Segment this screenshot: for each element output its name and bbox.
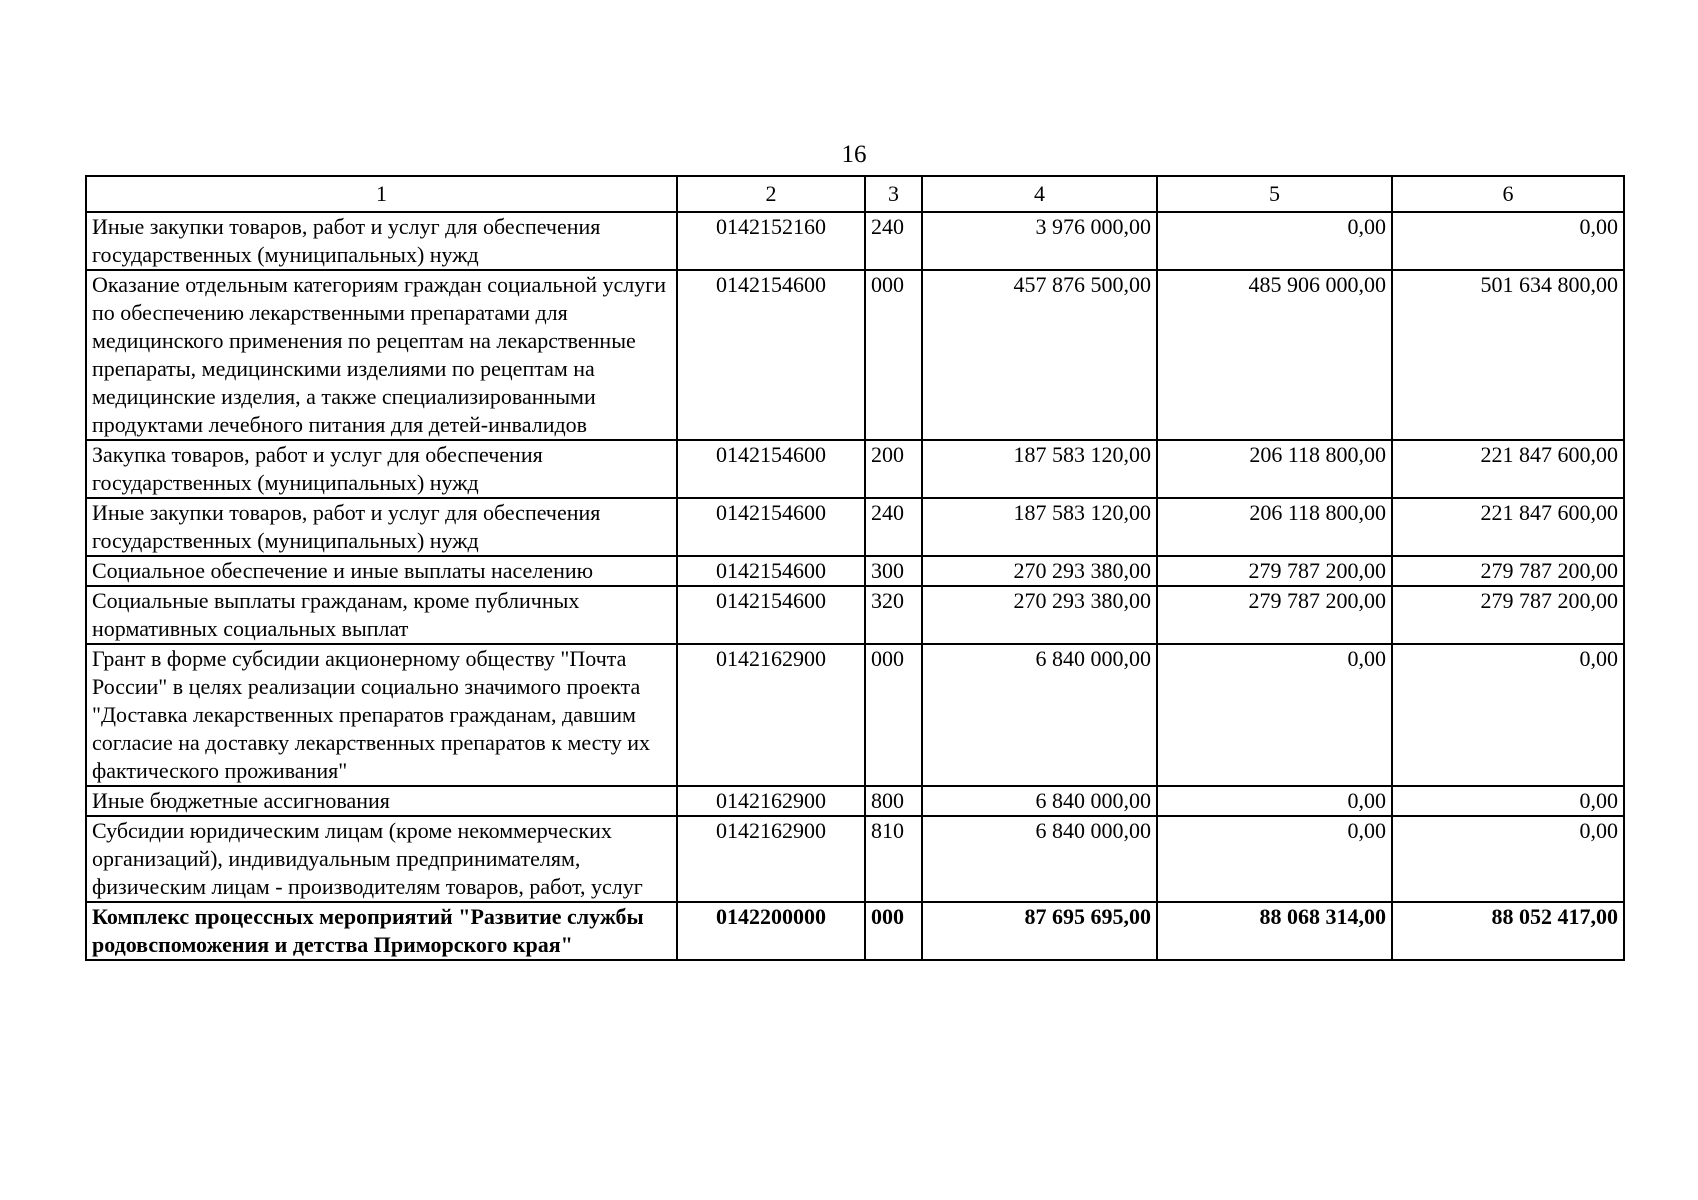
table-row (86, 816, 1624, 902)
row-target-code: 0142154600 (677, 270, 865, 440)
row-amount-col5: 0,00 (1157, 212, 1392, 270)
row-amount-col5: 0,00 (1157, 786, 1392, 816)
row-expense-kind: 300 (865, 556, 922, 586)
row-target-code: 0142162900 (677, 786, 865, 816)
row-target-code: 0142200000 (677, 902, 865, 960)
row-amount-col5: 279 787 200,00 (1157, 556, 1392, 586)
row-expense-kind: 000 (865, 902, 922, 960)
column-header-6: 6 (1392, 176, 1624, 212)
row-expense-kind: 000 (865, 644, 922, 786)
table-row (86, 786, 1624, 816)
table-row (86, 586, 1624, 644)
row-name: Социальное обеспечение и иные выплаты населению (86, 556, 677, 586)
budget-table (85, 175, 1625, 961)
table-row (86, 270, 1624, 440)
row-target-code: 0142154600 (677, 440, 865, 498)
row-target-code: 0142162900 (677, 816, 865, 902)
row-amount-col5: 206 118 800,00 (1157, 498, 1392, 556)
row-amount-col4: 270 293 380,00 (922, 556, 1157, 586)
table-row (86, 498, 1624, 556)
row-amount-col5: 0,00 (1157, 816, 1392, 902)
column-header-4: 4 (922, 176, 1157, 212)
row-name: Иные закупки товаров, работ и услуг для обеспечения государственных (муниципальных) нужд (86, 212, 677, 270)
row-amount-col6: 221 847 600,00 (1392, 440, 1624, 498)
table-row (86, 212, 1624, 270)
row-amount-col4: 187 583 120,00 (922, 440, 1157, 498)
row-amount-col4: 270 293 380,00 (922, 586, 1157, 644)
table-row (86, 556, 1624, 586)
row-amount-col4: 87 695 695,00 (922, 902, 1157, 960)
row-amount-col6: 0,00 (1392, 786, 1624, 816)
row-amount-col6: 501 634 800,00 (1392, 270, 1624, 440)
row-amount-col6: 0,00 (1392, 816, 1624, 902)
row-expense-kind: 320 (865, 586, 922, 644)
row-name: Субсидии юридическим лицам (кроме некоммерческих организаций), индивидуальным предпринимателям, физическим лицам - производителям товаров, работ, услуг (86, 816, 677, 902)
column-header-2: 2 (677, 176, 865, 212)
row-target-code: 0142154600 (677, 586, 865, 644)
row-name: Комплекс процессных мероприятий "Развитие службы родовспоможения и детства Приморского края" (86, 902, 677, 960)
row-amount-col6: 221 847 600,00 (1392, 498, 1624, 556)
table-row (86, 440, 1624, 498)
column-header-3: 3 (865, 176, 922, 212)
row-amount-col6: 0,00 (1392, 644, 1624, 786)
row-target-code: 0142154600 (677, 556, 865, 586)
column-header-1: 1 (86, 176, 677, 212)
row-amount-col4: 457 876 500,00 (922, 270, 1157, 440)
row-expense-kind: 200 (865, 440, 922, 498)
row-amount-col5: 485 906 000,00 (1157, 270, 1392, 440)
page-number: 16 (841, 141, 867, 168)
row-expense-kind: 240 (865, 212, 922, 270)
row-expense-kind: 800 (865, 786, 922, 816)
row-amount-col4: 6 840 000,00 (922, 786, 1157, 816)
row-name: Грант в форме субсидии акционерному обществу "Почта России" в целях реализации социально значимого проекта "Доставка лекарственных препаратов гражданам, давшим согласие на доставку лекарственных препаратов к месту их фактического проживания" (86, 644, 677, 786)
table-row (86, 644, 1624, 786)
row-expense-kind: 240 (865, 498, 922, 556)
row-amount-col4: 6 840 000,00 (922, 816, 1157, 902)
row-amount-col4: 6 840 000,00 (922, 644, 1157, 786)
row-amount-col5: 279 787 200,00 (1157, 586, 1392, 644)
row-amount-col4: 3 976 000,00 (922, 212, 1157, 270)
row-target-code: 0142154600 (677, 498, 865, 556)
header-row (86, 176, 1624, 212)
row-expense-kind: 810 (865, 816, 922, 902)
row-target-code: 0142162900 (677, 644, 865, 786)
row-name: Социальные выплаты гражданам, кроме публичных нормативных социальных выплат (86, 586, 677, 644)
row-amount-col5: 206 118 800,00 (1157, 440, 1392, 498)
row-amount-col6: 88 052 417,00 (1392, 902, 1624, 960)
table-row (86, 902, 1624, 960)
row-amount-col5: 0,00 (1157, 644, 1392, 786)
row-amount-col4: 187 583 120,00 (922, 498, 1157, 556)
row-name: Закупка товаров, работ и услуг для обеспечения государственных (муниципальных) нужд (86, 440, 677, 498)
row-name: Иные закупки товаров, работ и услуг для обеспечения государственных (муниципальных) нужд (86, 498, 677, 556)
row-amount-col6: 0,00 (1392, 212, 1624, 270)
row-amount-col6: 279 787 200,00 (1392, 556, 1624, 586)
row-expense-kind: 000 (865, 270, 922, 440)
row-amount-col5: 88 068 314,00 (1157, 902, 1392, 960)
row-name: Оказание отдельным категориям граждан социальной услуги по обеспечению лекарственными препаратами для медицинского применения по рецептам на лекарственные препараты, медицинскими изделиями по рецептам на медицинские изделия, а также специализированными продуктами лечебного питания для детей-инвалидов (86, 270, 677, 440)
row-amount-col6: 279 787 200,00 (1392, 586, 1624, 644)
row-target-code: 0142152160 (677, 212, 865, 270)
row-name: Иные бюджетные ассигнования (86, 786, 677, 816)
column-header-5: 5 (1157, 176, 1392, 212)
